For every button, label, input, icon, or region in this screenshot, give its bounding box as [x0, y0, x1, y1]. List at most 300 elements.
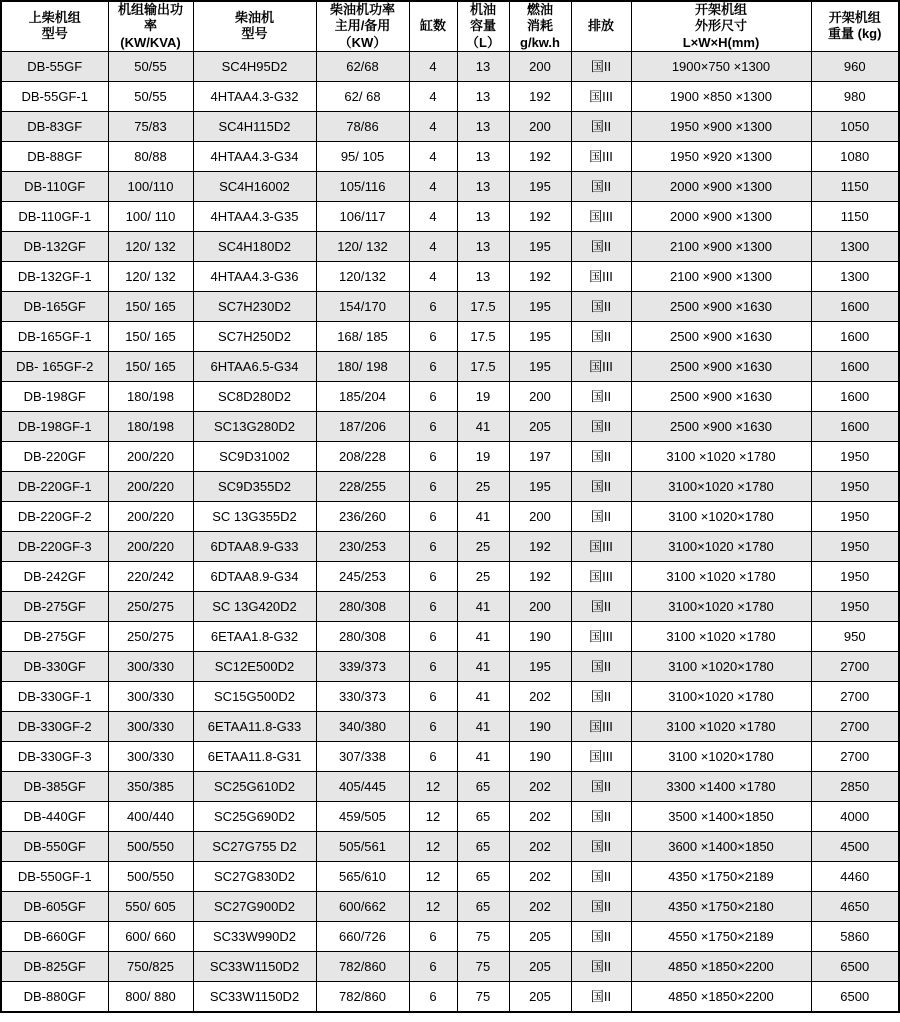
table-cell: 3100 ×1020×1780: [631, 741, 811, 771]
table-cell: DB-88GF: [1, 141, 108, 171]
table-row: [1, 591, 899, 621]
table-cell: 236/260: [316, 501, 409, 531]
table-cell: 6: [409, 711, 457, 741]
table-row: [1, 741, 899, 771]
table-cell: 国II: [571, 831, 631, 861]
table-cell: SC27G755 D2: [193, 831, 316, 861]
table-cell: SC15G500D2: [193, 681, 316, 711]
table-row: [1, 891, 899, 921]
table-cell: 国II: [571, 411, 631, 441]
table-cell: 202: [509, 831, 571, 861]
table-cell: SC 13G420D2: [193, 591, 316, 621]
table-cell: 1300: [811, 261, 899, 291]
table-cell: DB-220GF: [1, 441, 108, 471]
table-cell: 国III: [571, 621, 631, 651]
table-cell: 国II: [571, 801, 631, 831]
table-cell: 190: [509, 621, 571, 651]
table-cell: 200: [509, 381, 571, 411]
column-header-line: 机油: [469, 2, 496, 17]
table-cell: SC4H180D2: [193, 231, 316, 261]
table-cell: 4: [409, 141, 457, 171]
table-cell: DB-110GF: [1, 171, 108, 201]
table-row: [1, 981, 899, 1012]
table-cell: 3100 ×1020 ×1780: [631, 621, 811, 651]
table-cell: DB-198GF: [1, 381, 108, 411]
table-cell: 400/440: [108, 801, 193, 831]
table-cell: 782/860: [316, 981, 409, 1012]
table-cell: 3100×1020 ×1780: [631, 681, 811, 711]
table-cell: 1950: [811, 471, 899, 501]
column-header-5: [457, 1, 509, 51]
table-cell: 6500: [811, 981, 899, 1012]
table-cell: 2000 ×900 ×1300: [631, 171, 811, 201]
table-cell: 95/ 105: [316, 141, 409, 171]
column-header-line: 重量 (kg): [828, 26, 882, 42]
table-cell: DB-330GF: [1, 651, 108, 681]
column-header-line: (KW/KVA): [120, 34, 181, 50]
table-cell: 100/110: [108, 171, 193, 201]
table-cell: DB-220GF-3: [1, 531, 108, 561]
table-cell: SC33W1150D2: [193, 981, 316, 1012]
table-cell: 65: [457, 861, 509, 891]
table-cell: 6ETAA11.8-G33: [193, 711, 316, 741]
table-cell: 1050: [811, 111, 899, 141]
table-cell: 195: [509, 171, 571, 201]
column-header-4: [409, 1, 457, 51]
table-cell: 208/228: [316, 441, 409, 471]
table-cell: 6: [409, 351, 457, 381]
table-cell: 120/132: [316, 261, 409, 291]
table-cell: DB-825GF: [1, 951, 108, 981]
table-cell: 6: [409, 531, 457, 561]
table-cell: 4350 ×1750×2189: [631, 861, 811, 891]
table-cell: 195: [509, 291, 571, 321]
table-cell: 4: [409, 111, 457, 141]
table-cell: 1600: [811, 411, 899, 441]
table-cell: SC 13G355D2: [193, 501, 316, 531]
table-row: [1, 411, 899, 441]
table-cell: 80/88: [108, 141, 193, 171]
table-cell: 565/610: [316, 861, 409, 891]
table-row: [1, 321, 899, 351]
table-cell: 19: [457, 381, 509, 411]
column-header-6: [509, 1, 571, 51]
table-cell: SC27G900D2: [193, 891, 316, 921]
table-cell: 2100 ×900 ×1300: [631, 261, 811, 291]
table-row: [1, 141, 899, 171]
table-row: [1, 681, 899, 711]
table-cell: DB-165GF: [1, 291, 108, 321]
table-cell: 国II: [571, 501, 631, 531]
table-cell: 3500 ×1400×1850: [631, 801, 811, 831]
table-cell: 4460: [811, 861, 899, 891]
table-row: [1, 171, 899, 201]
table-cell: 1950: [811, 501, 899, 531]
table-cell: 980: [811, 81, 899, 111]
table-cell: 13: [457, 141, 509, 171]
table-cell: 12: [409, 891, 457, 921]
table-cell: 106/117: [316, 201, 409, 231]
table-cell: SC33W990D2: [193, 921, 316, 951]
table-cell: 1600: [811, 381, 899, 411]
table-body: [1, 51, 899, 1012]
table-cell: 国II: [571, 861, 631, 891]
table-row: [1, 531, 899, 561]
table-cell: 192: [509, 81, 571, 111]
table-cell: 65: [457, 801, 509, 831]
column-header-line: 缸数: [419, 18, 446, 34]
table-cell: DB-55GF: [1, 51, 108, 81]
table-cell: 4HTAA4.3-G32: [193, 81, 316, 111]
table-cell: 950: [811, 621, 899, 651]
table-cell: 205: [509, 921, 571, 951]
table-cell: SC4H95D2: [193, 51, 316, 81]
table-cell: 1950 ×900 ×1300: [631, 111, 811, 141]
table-cell: 2500 ×900 ×1630: [631, 321, 811, 351]
table-cell: 6: [409, 321, 457, 351]
table-cell: 2700: [811, 651, 899, 681]
table-cell: 245/253: [316, 561, 409, 591]
table-cell: 75: [457, 981, 509, 1012]
table-row: [1, 831, 899, 861]
table-cell: 200/220: [108, 441, 193, 471]
table-cell: 国III: [571, 531, 631, 561]
table-cell: 202: [509, 891, 571, 921]
table-cell: 6: [409, 471, 457, 501]
table-cell: 4850 ×1850×2200: [631, 981, 811, 1012]
table-cell: DB-330GF-1: [1, 681, 108, 711]
table-cell: 180/198: [108, 381, 193, 411]
table-cell: 国III: [571, 141, 631, 171]
column-header-3: [316, 1, 409, 51]
table-cell: 6: [409, 561, 457, 591]
table-cell: 228/255: [316, 471, 409, 501]
table-row: [1, 711, 899, 741]
table-cell: DB-330GF-2: [1, 711, 108, 741]
table-cell: 330/373: [316, 681, 409, 711]
table-row: [1, 231, 899, 261]
table-cell: 660/726: [316, 921, 409, 951]
table-cell: 1600: [811, 321, 899, 351]
table-cell: 960: [811, 51, 899, 81]
table-cell: 200/220: [108, 471, 193, 501]
column-header-line: 燃油: [526, 2, 553, 17]
table-cell: 国II: [571, 651, 631, 681]
table-row: [1, 651, 899, 681]
table-cell: DB-83GF: [1, 111, 108, 141]
table-cell: 6: [409, 651, 457, 681]
table-row: [1, 291, 899, 321]
table-cell: 12: [409, 861, 457, 891]
table-cell: 6HTAA6.5-G34: [193, 351, 316, 381]
column-header-1: [108, 1, 193, 51]
table-cell: 国II: [571, 921, 631, 951]
table-cell: 50/55: [108, 81, 193, 111]
table-cell: DB-132GF-1: [1, 261, 108, 291]
table-cell: 17.5: [457, 351, 509, 381]
table-cell: 105/116: [316, 171, 409, 201]
table-cell: 3100×1020 ×1780: [631, 471, 811, 501]
table-cell: SC4H115D2: [193, 111, 316, 141]
table-cell: 195: [509, 231, 571, 261]
column-header-line: 排放: [587, 18, 614, 34]
table-row: [1, 501, 899, 531]
table-cell: 13: [457, 231, 509, 261]
table-cell: 150/ 165: [108, 351, 193, 381]
table-cell: 12: [409, 831, 457, 861]
table-cell: 230/253: [316, 531, 409, 561]
table-cell: 195: [509, 651, 571, 681]
column-header-line: L×W×H(mm): [682, 34, 760, 50]
table-cell: 4850 ×1850×2200: [631, 951, 811, 981]
column-header-line: 柴油机: [234, 10, 274, 26]
table-cell: 3600 ×1400×1850: [631, 831, 811, 861]
table-cell: 65: [457, 891, 509, 921]
table-cell: DB-55GF-1: [1, 81, 108, 111]
table-cell: 200: [509, 51, 571, 81]
table-cell: 41: [457, 651, 509, 681]
table-cell: 192: [509, 201, 571, 231]
table-cell: 6: [409, 381, 457, 411]
table-cell: DB-275GF: [1, 591, 108, 621]
table-cell: 200/220: [108, 531, 193, 561]
table-cell: 41: [457, 591, 509, 621]
table-cell: 1150: [811, 201, 899, 231]
table-cell: 5860: [811, 921, 899, 951]
table-cell: 2500 ×900 ×1630: [631, 381, 811, 411]
table-cell: DB-220GF-2: [1, 501, 108, 531]
table-cell: 205: [509, 981, 571, 1012]
column-header-line: 主用/备用: [334, 18, 391, 34]
table-cell: 17.5: [457, 321, 509, 351]
table-cell: 国II: [571, 771, 631, 801]
table-cell: DB-385GF: [1, 771, 108, 801]
table-cell: 3100 ×1020 ×1780: [631, 441, 811, 471]
table-cell: 1950 ×920 ×1300: [631, 141, 811, 171]
table-cell: 1950: [811, 531, 899, 561]
table-cell: DB-275GF: [1, 621, 108, 651]
table-cell: 200: [509, 111, 571, 141]
table-cell: 120/ 132: [108, 261, 193, 291]
table-row: [1, 381, 899, 411]
table-cell: 国III: [571, 261, 631, 291]
table-cell: 339/373: [316, 651, 409, 681]
table-cell: 41: [457, 741, 509, 771]
table-cell: 1150: [811, 171, 899, 201]
table-cell: 3300 ×1400 ×1780: [631, 771, 811, 801]
table-row: [1, 771, 899, 801]
table-cell: DB-550GF-1: [1, 861, 108, 891]
table-cell: 100/ 110: [108, 201, 193, 231]
table-cell: 180/198: [108, 411, 193, 441]
table-cell: 192: [509, 561, 571, 591]
table-cell: 2500 ×900 ×1630: [631, 291, 811, 321]
table-cell: 200/220: [108, 501, 193, 531]
table-cell: 340/380: [316, 711, 409, 741]
table-cell: 190: [509, 741, 571, 771]
table-cell: 4350 ×1750×2180: [631, 891, 811, 921]
table-cell: 6: [409, 591, 457, 621]
table-cell: 180/ 198: [316, 351, 409, 381]
table-cell: 75: [457, 951, 509, 981]
table-cell: 国III: [571, 201, 631, 231]
table-cell: 1950: [811, 561, 899, 591]
table-cell: 2500 ×900 ×1630: [631, 411, 811, 441]
table-cell: 65: [457, 831, 509, 861]
table-cell: 168/ 185: [316, 321, 409, 351]
table-cell: 国II: [571, 441, 631, 471]
table-cell: 197: [509, 441, 571, 471]
table-cell: 154/170: [316, 291, 409, 321]
table-cell: DB-605GF: [1, 891, 108, 921]
table-cell: 3100 ×1020 ×1780: [631, 561, 811, 591]
table-cell: DB-440GF: [1, 801, 108, 831]
table-cell: 国II: [571, 891, 631, 921]
table-cell: DB-132GF: [1, 231, 108, 261]
table-cell: 25: [457, 561, 509, 591]
table-cell: DB-880GF: [1, 981, 108, 1012]
table-cell: 1600: [811, 291, 899, 321]
table-cell: SC12E500D2: [193, 651, 316, 681]
table-cell: SC8D280D2: [193, 381, 316, 411]
table-cell: 2000 ×900 ×1300: [631, 201, 811, 231]
table-cell: 25: [457, 471, 509, 501]
table-cell: 6: [409, 681, 457, 711]
table-cell: 4HTAA4.3-G36: [193, 261, 316, 291]
table-cell: 41: [457, 681, 509, 711]
table-cell: 600/662: [316, 891, 409, 921]
table-cell: 1950: [811, 591, 899, 621]
table-cell: 2100 ×900 ×1300: [631, 231, 811, 261]
table-cell: 150/ 165: [108, 291, 193, 321]
table-cell: SC25G690D2: [193, 801, 316, 831]
column-header-line: 消耗: [526, 18, 553, 34]
table-cell: SC4H16002: [193, 171, 316, 201]
table-cell: 41: [457, 621, 509, 651]
table-cell: 195: [509, 321, 571, 351]
table-cell: 2700: [811, 741, 899, 771]
table-cell: 78/86: [316, 111, 409, 141]
table-cell: 192: [509, 261, 571, 291]
table-cell: 300/330: [108, 711, 193, 741]
column-header-line: 柴油机功率: [329, 2, 395, 17]
table-cell: 4: [409, 51, 457, 81]
table-cell: DB-110GF-1: [1, 201, 108, 231]
table-cell: 6: [409, 621, 457, 651]
column-header-line: 外形尺寸: [694, 18, 747, 34]
table-cell: 4HTAA4.3-G35: [193, 201, 316, 231]
table-cell: 12: [409, 801, 457, 831]
table-cell: 1900 ×850 ×1300: [631, 81, 811, 111]
table-cell: 150/ 165: [108, 321, 193, 351]
table-row: [1, 261, 899, 291]
table-cell: 2700: [811, 681, 899, 711]
table-cell: 国II: [571, 381, 631, 411]
table-cell: 3100 ×1020×1780: [631, 651, 811, 681]
table-cell: 1600: [811, 351, 899, 381]
table-cell: 62/ 68: [316, 81, 409, 111]
table-cell: SC7H250D2: [193, 321, 316, 351]
table-cell: 195: [509, 351, 571, 381]
table-cell: 800/ 880: [108, 981, 193, 1012]
table-cell: 459/505: [316, 801, 409, 831]
table-cell: 300/330: [108, 651, 193, 681]
table-cell: 190: [509, 711, 571, 741]
table-cell: 782/860: [316, 951, 409, 981]
table-row: [1, 621, 899, 651]
table-cell: 6: [409, 951, 457, 981]
table-cell: 3100×1020 ×1780: [631, 591, 811, 621]
table-cell: 187/206: [316, 411, 409, 441]
table-cell: SC33W1150D2: [193, 951, 316, 981]
table-cell: 6DTAA8.9-G33: [193, 531, 316, 561]
table-cell: 6: [409, 981, 457, 1012]
table-cell: 13: [457, 171, 509, 201]
table-cell: 6DTAA8.9-G34: [193, 561, 316, 591]
table-cell: 国II: [571, 681, 631, 711]
table-row: [1, 351, 899, 381]
table-cell: 6: [409, 291, 457, 321]
table-cell: 300/330: [108, 741, 193, 771]
table-cell: 350/385: [108, 771, 193, 801]
table-cell: 202: [509, 681, 571, 711]
table-cell: 6: [409, 441, 457, 471]
table-cell: 6ETAA1.8-G32: [193, 621, 316, 651]
table-cell: 国II: [571, 171, 631, 201]
column-header-line: 型号: [241, 26, 268, 42]
table-cell: 4000: [811, 801, 899, 831]
table-cell: 62/68: [316, 51, 409, 81]
table-cell: 220/242: [108, 561, 193, 591]
table-cell: 202: [509, 801, 571, 831]
table-cell: 185/204: [316, 381, 409, 411]
table-cell: 280/308: [316, 591, 409, 621]
column-header-line: 率: [143, 18, 157, 34]
table-cell: 国II: [571, 291, 631, 321]
table-header: [1, 1, 899, 51]
table-cell: 17.5: [457, 291, 509, 321]
table-cell: 国III: [571, 81, 631, 111]
column-header-line: 上柴机组: [28, 10, 81, 26]
table-cell: 2850: [811, 771, 899, 801]
table-cell: 2700: [811, 711, 899, 741]
table-cell: 13: [457, 51, 509, 81]
table-cell: 4HTAA4.3-G34: [193, 141, 316, 171]
column-header-line: 容量: [469, 18, 496, 34]
table-cell: 1900×750 ×1300: [631, 51, 811, 81]
table-cell: 国II: [571, 111, 631, 141]
table-cell: 75: [457, 921, 509, 951]
table-row: [1, 801, 899, 831]
table-row: [1, 561, 899, 591]
column-header-line: 型号: [41, 26, 68, 42]
table-row: [1, 861, 899, 891]
table-cell: 192: [509, 531, 571, 561]
column-header-9: [811, 1, 899, 51]
table-cell: 13: [457, 261, 509, 291]
table-cell: 13: [457, 81, 509, 111]
table-cell: 6ETAA11.8-G31: [193, 741, 316, 771]
column-header-line: （L）: [466, 34, 500, 50]
table-row: [1, 951, 899, 981]
table-cell: 250/275: [108, 591, 193, 621]
table-cell: SC13G280D2: [193, 411, 316, 441]
table-cell: 1950: [811, 441, 899, 471]
column-header-line: 开架机组: [828, 10, 881, 26]
table-header-row: [1, 1, 899, 51]
column-header-line: （KW）: [338, 34, 387, 50]
table-cell: 120/ 132: [316, 231, 409, 261]
